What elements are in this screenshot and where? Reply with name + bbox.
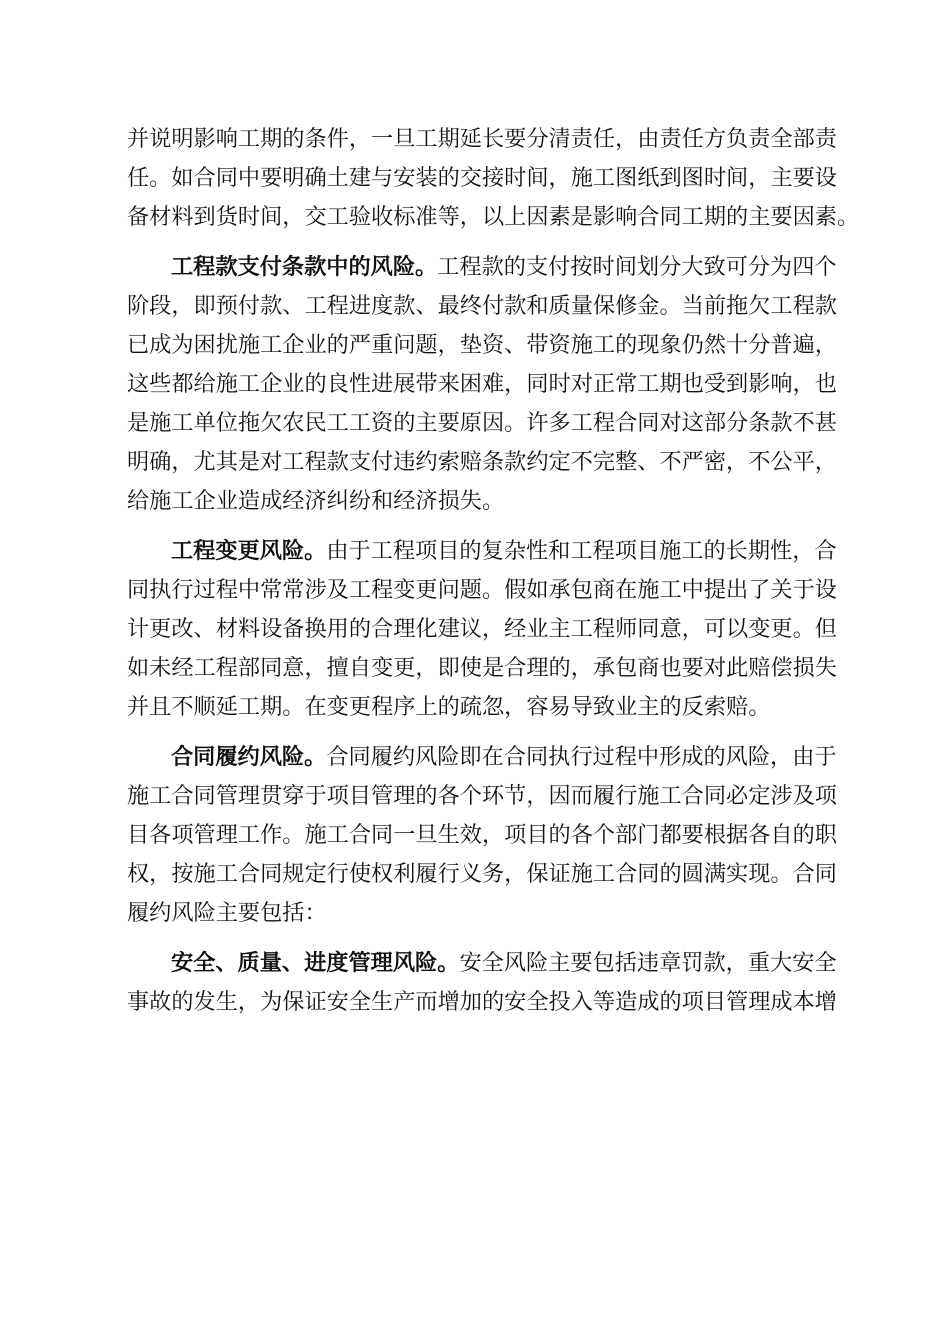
- text-line: 并且不顺延工期。在变更程序上的疏忽，容易导致业主的反索赔。: [127, 694, 771, 720]
- text-line: [127, 944, 847, 983]
- text-segment: 工程款的支付按时间划分大致可分为四个: [437, 254, 837, 280]
- paragraph-heading: 安全、质量、进度管理风险。: [171, 950, 460, 976]
- text-line: 计更改、材料设备换用的合理化建议，经业主工程师同意，可以变更。但: [127, 616, 837, 642]
- paragraph-payment-risk: [127, 248, 847, 521]
- text-line: 任。如合同中要明确土建与安装的交接时间，施工图纸到图时间，主要设: [127, 165, 837, 191]
- text-line: 施工合同管理贯穿于项目管理的各个环节，因而履行施工合同必定涉及项: [127, 783, 837, 809]
- text-line: 明确，尤其是对工程款支付违约索赔条款约定不完整、不严密，不公平，: [127, 449, 837, 475]
- text-line: 是施工单位拖欠农民工工资的主要原因。许多工程合同对这部分条款不甚: [127, 410, 837, 436]
- paragraph-heading: 工程变更风险。: [171, 538, 327, 564]
- text-line: 备材料到货时间，交工验收标准等，以上因素是影响合同工期的主要因素。: [127, 204, 860, 230]
- text-segment: 安全风险主要包括违章罚款，重大安全: [459, 950, 837, 976]
- paragraph-change-risk: [127, 532, 847, 727]
- text-line: 事故的发生，为保证安全生产而增加的安全投入等造成的项目管理成本增: [127, 989, 837, 1015]
- text-segment: 合同履约风险即在合同执行过程中形成的风险，由于: [326, 744, 837, 770]
- paragraph-construction-period: [127, 120, 860, 237]
- text-line: 如未经工程部同意，擅自变更，即使是合理的，承包商也要对此赔偿损失: [127, 655, 837, 681]
- text-line: 并说明影响工期的条件，一旦工期延长要分清责任，由责任方负责全部责: [127, 126, 837, 152]
- paragraph-performance-risk: [127, 738, 847, 933]
- text-line: 已成为困扰施工企业的严重问题，垫资、带资施工的现象仍然十分普遍，: [127, 332, 837, 358]
- paragraph-heading: 工程款支付条款中的风险。: [171, 254, 438, 280]
- paragraph-safety-quality-risk: [127, 944, 847, 1022]
- text-line: 履约风险主要包括：: [127, 900, 327, 926]
- text-segment: 由于工程项目的复杂性和工程项目施工的长期性，合: [326, 538, 837, 564]
- text-line: [127, 532, 847, 571]
- text-line: 阶段，即预付款、工程进度款、最终付款和质量保修金。当前拖欠工程款: [127, 293, 837, 319]
- text-line: 目各项管理工作。施工合同一旦生效，项目的各个部门都要根据各自的职: [127, 822, 837, 848]
- paragraph-heading: 合同履约风险。: [171, 744, 327, 770]
- text-line: 权，按施工合同规定行使权利履行义务，保证施工合同的圆满实现。合同: [127, 861, 837, 887]
- text-line: [127, 248, 847, 287]
- text-line: 同执行过程中常常涉及工程变更问题。假如承包商在施工中提出了关于设: [127, 577, 837, 603]
- text-line: [127, 738, 847, 777]
- text-line: 给施工企业造成经济纠纷和经济损失。: [127, 488, 505, 514]
- text-line: 这些都给施工企业的良性进展带来困难，同时对正常工期也受到影响，也: [127, 371, 837, 397]
- document-body: [127, 120, 860, 1033]
